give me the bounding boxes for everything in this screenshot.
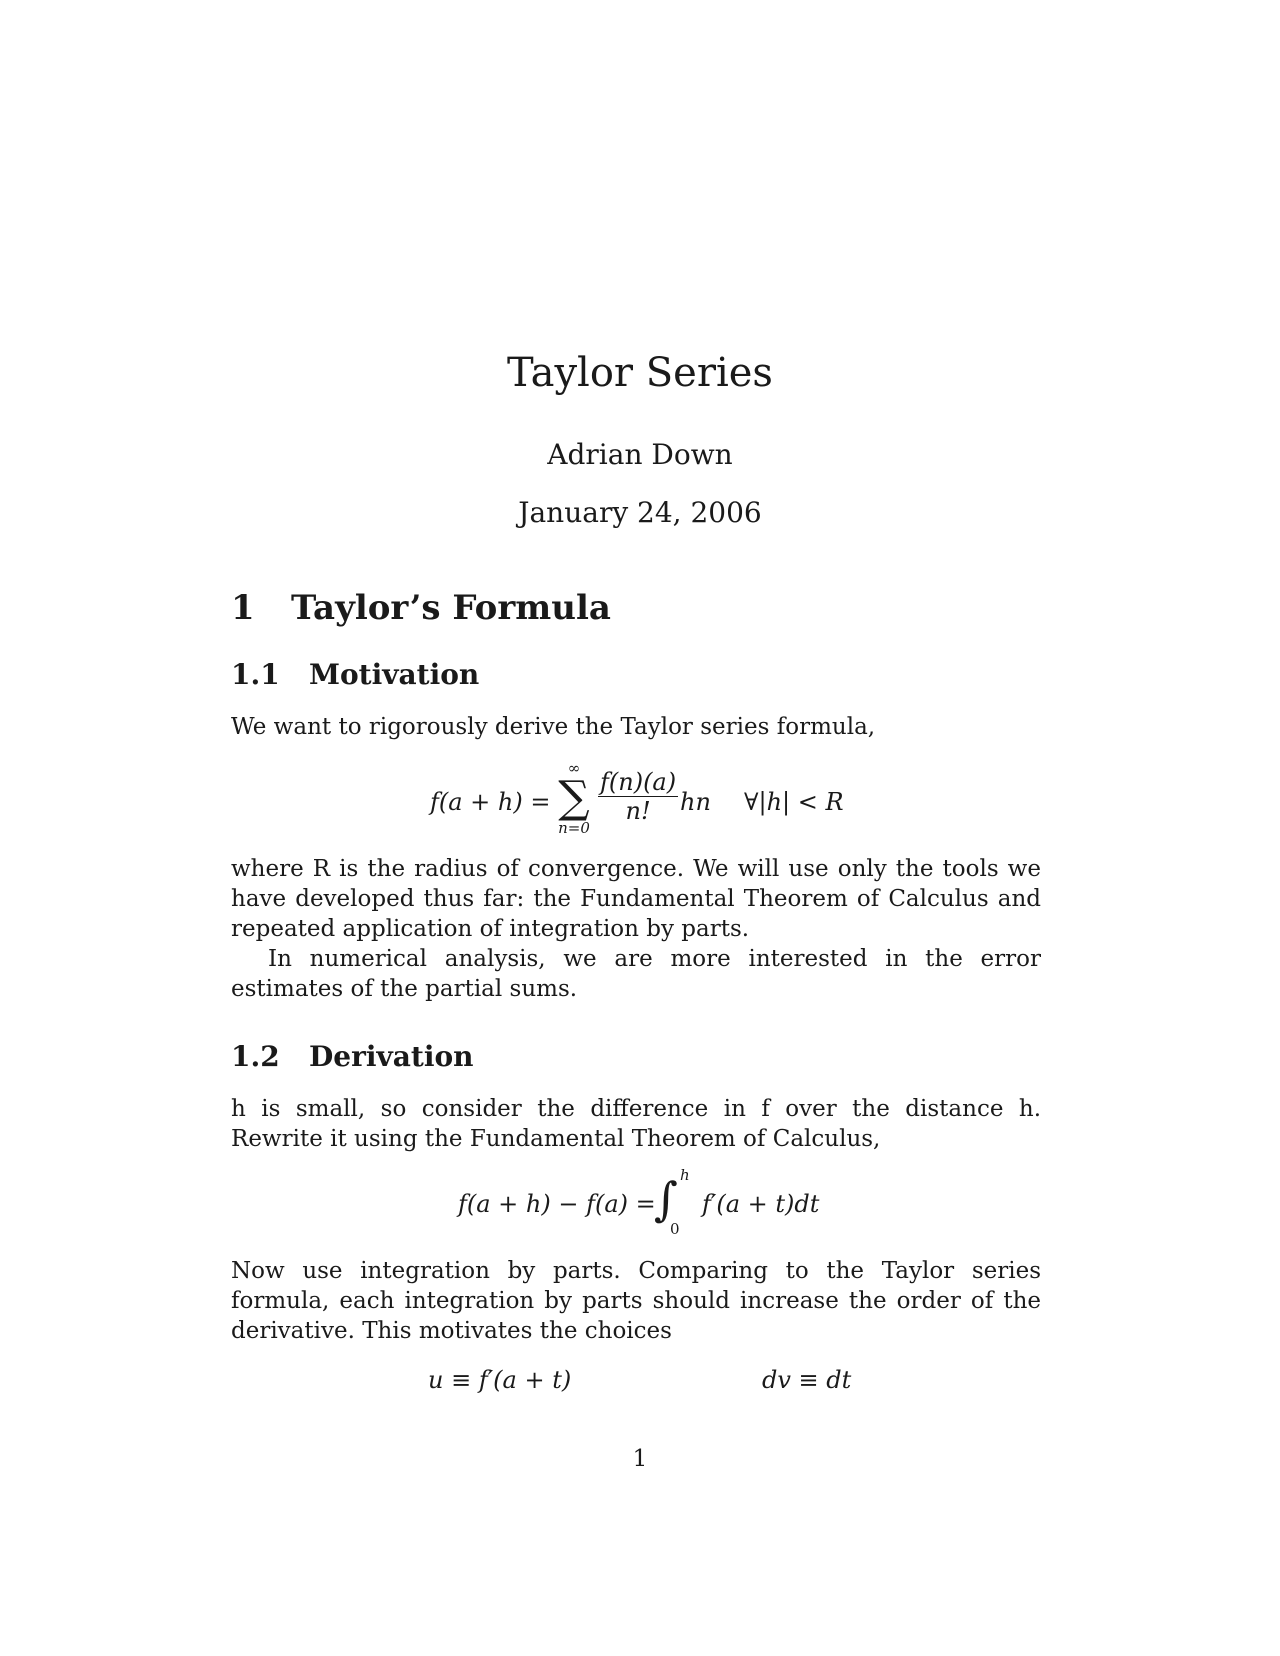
fraction-numerator: f(n)(a) [600,768,677,796]
section-heading [231,588,611,628]
date: January 24, 2006 [518,496,762,529]
integral-upper-limit: h [680,1166,690,1184]
fraction-denominator: n! [625,797,651,825]
equation-ftc [458,1168,858,1238]
sum-symbol: ∑ [558,772,590,823]
section-title: Taylor’s Formula [291,588,611,628]
integral-lower-limit: 0 [670,1220,680,1238]
power-factor: hn [680,788,711,816]
subsection-number: 1.1 [231,658,280,691]
sum-lower-limit: n=0 [558,819,590,837]
subsection-number: 1.2 [231,1040,280,1073]
subsection-heading [231,658,479,691]
subsection-heading [231,1040,474,1073]
integral-symbol: ∫ [654,1172,678,1226]
paper-title: Taylor Series [507,350,773,396]
subsection-title: Motivation [309,658,480,691]
paragraph: h is small, so consider the difference in f over the distance h. Rewrite it using the Fundamental Theorem of Calculus, [231,1096,1041,1152]
summation [554,760,594,836]
subsection-title: Derivation [309,1040,474,1073]
paragraph: Now use integration by parts. Comparing to the Taylor series formula, each integration by parts should increase the order of the derivative. This motivates the choices [231,1258,1041,1344]
equation-taylor-series [430,760,930,840]
integrand: f′(a + t)dt [702,1190,820,1218]
convergence-condition: ∀|h| < R [744,788,844,816]
choice-dv: dv ≡ dt [762,1366,852,1394]
equation-lhs: f(a + h) = [430,788,551,816]
paragraph: In numerical analysis, we are more interested in the error estimates of the partial sums. [231,946,1041,1002]
paragraph: We want to rigorously derive the Taylor series formula, [231,714,876,740]
sum-upper-limit: ∞ [567,759,581,777]
choice-u: u ≡ f′(a + t) [428,1366,572,1394]
paragraph: where R is the radius of convergence. We will use only the tools we have developed thus far: the Fundamental Theorem of Calculus and repeated application of integration by parts. [231,856,1041,942]
section-number: 1 [231,588,255,628]
fraction [598,768,678,825]
page-number: 1 [632,1446,648,1472]
author: Adrian Down [547,438,733,471]
equation-lhs: f(a + h) − f(a) = [458,1190,656,1218]
